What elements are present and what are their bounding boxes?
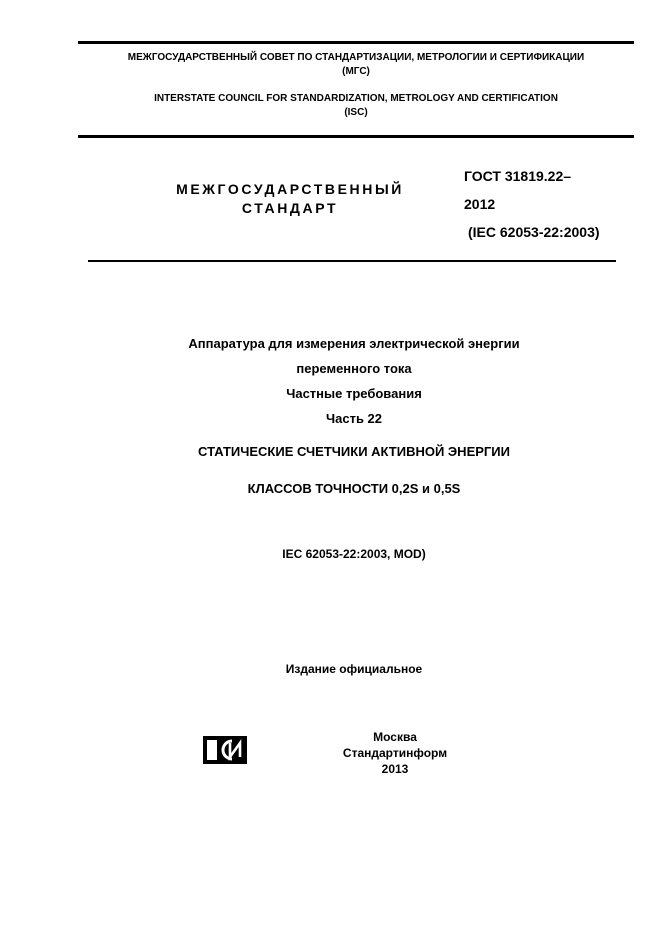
document-title [90, 331, 618, 501]
council-ru-line1: МЕЖГОСУДАРСТВЕННЫЙ СОВЕТ ПО СТАНДАРТИЗАЦИИ, МЕТРОЛОГИИ И СЕРТИФИКАЦИИ [127, 52, 585, 63]
gost-number-line2: 2012 [464, 196, 496, 212]
standard-type-line2: СТАНДАРТ [241, 200, 339, 216]
council-en-line1: INTERSTATE COUNCIL FOR STANDARDIZATION, METROLOGY AND CERTIFICATION [154, 93, 558, 104]
standartinform-logo-icon [202, 735, 248, 765]
council-name-en [78, 92, 634, 120]
top-rule [78, 41, 634, 44]
imprint-year: 2013 [381, 762, 409, 776]
title-line4: Часть 22 [325, 411, 383, 426]
standard-number [464, 162, 634, 246]
title-line3: Частные требования [286, 386, 422, 401]
title-line5: СТАТИЧЕСКИЕ СЧЕТЧИКИ АКТИВНОЙ ЭНЕРГИИ [198, 444, 510, 459]
title-line2: переменного тока [296, 361, 412, 376]
iec-number: (IEC 62053-22:2003) [468, 224, 600, 240]
title-line6: КЛАССОВ ТОЧНОСТИ 0,2S и 0,5S [247, 481, 461, 496]
imprint [300, 729, 490, 777]
iec-reference: IEC 62053-22:2003, MOD) [282, 547, 426, 561]
header-bottom-rule [78, 135, 634, 138]
gost-number-line1: ГОСТ 31819.22– [464, 168, 572, 184]
imprint-city: Москва [373, 730, 417, 744]
standard-type [160, 180, 420, 218]
title-block-rule [88, 260, 616, 262]
council-name-ru [78, 51, 634, 79]
standard-type-line1: МЕЖГОСУДАРСТВЕННЫЙ [176, 181, 404, 197]
edition-note: Издание официальное [285, 662, 423, 676]
council-en-line2: (ISC) [344, 107, 368, 118]
title-line1: Аппаратура для измерения электрической энергии [188, 336, 520, 351]
imprint-publisher: Стандартинформ [342, 746, 448, 760]
council-ru-line2: (МГС) [342, 66, 370, 77]
